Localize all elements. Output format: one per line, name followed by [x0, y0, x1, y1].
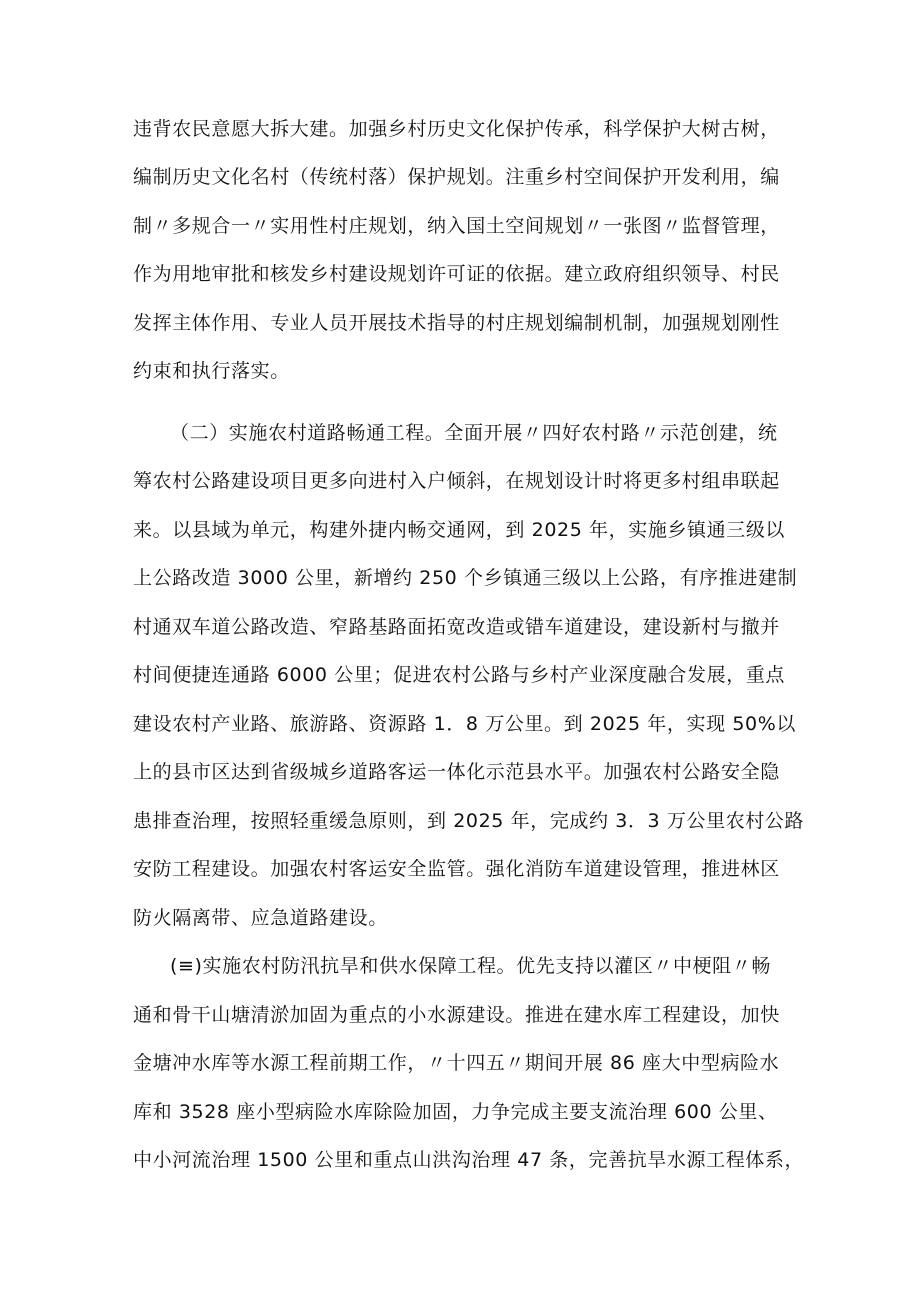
text-line: 库和 3528 座小型病险水库除险加固，力争完成主要支流治理 600 公里、 — [133, 1101, 778, 1123]
text-line: 村通双车道公路改造、窄路基路面拓宽改造或错车道建设，建设新村与撤并 — [133, 616, 780, 638]
text-line: 来。以县域为单元，构建外捷内畅交通网，到 2025 年，实施乡镇通三级以 — [133, 519, 786, 541]
text-line: 制〃多规合一〃实用性村庄规划，纳入国土空间规划〃一张图〃监督管理， — [133, 215, 780, 237]
text-line: 安防工程建设。加强农村客运安全监管。强化消防车道建设管理，推进林区 — [133, 858, 780, 880]
text-line: 村间便捷连通路 6000 公里；促进农村公路与乡村产业深度融合发展，重点 — [133, 664, 786, 686]
section-heading-line: (≡)实施农村防汛抗旱和供水保障工程。优先支持以灌区〃中梗阻〃畅 — [170, 955, 771, 977]
text-line: 发挥主体作用、专业人员开展技术指导的村庄规划编制机制，加强规划刚性 — [133, 312, 780, 334]
text-line: 通和骨干山塘清淤加固为重点的小水源建设。推进在建水库工程建设，加快 — [133, 1004, 780, 1026]
text-line: 防火隔离带、应急道路建设。 — [133, 907, 388, 929]
text-line: 约束和执行落实。 — [133, 360, 290, 382]
text-line: 筹农村公路建设项目更多向进村入户倾斜，在规划设计时将更多村组串联起 — [133, 470, 780, 492]
text-line: 违背农民意愿大拆大建。加强乡村历史文化保护传承，科学保护大树古树， — [133, 118, 780, 140]
text-line: 作为用地审批和核发乡村建设规划许可证的依据。建立政府组织领导、村民 — [133, 263, 780, 285]
section-heading-line: （二）实施农村道路畅通工程。全面开展〃四好农村路〃示范创建，统 — [170, 422, 778, 444]
text-line: 上的县市区达到省级城乡道路客运一体化示范县水平。加强农村公路安全隐 — [133, 761, 780, 783]
text-line: 患排查治理，按照轻重缓急原则，到 2025 年，完成约 3．3 万公里农村公路 — [133, 810, 805, 832]
text-line: 编制历史文化名村（传统村落）保护规划。注重乡村空间保护开发利用，编 — [133, 166, 780, 188]
text-line: 建设农村产业路、旅游路、资源路 1．8 万公里。到 2025 年，实现 50%以 — [133, 713, 796, 735]
text-line: 金塘冲水库等水源工程前期工作，〃十四五〃期间开展 86 座大中型病险水 — [133, 1052, 780, 1074]
text-line: 上公路改造 3000 公里，新增约 250 个乡镇通三级以上公路，有序推进建制 — [133, 567, 798, 589]
text-line: 中小河流治理 1500 公里和重点山洪沟治理 47 条，完善抗旱水源工程体系， — [133, 1149, 805, 1171]
